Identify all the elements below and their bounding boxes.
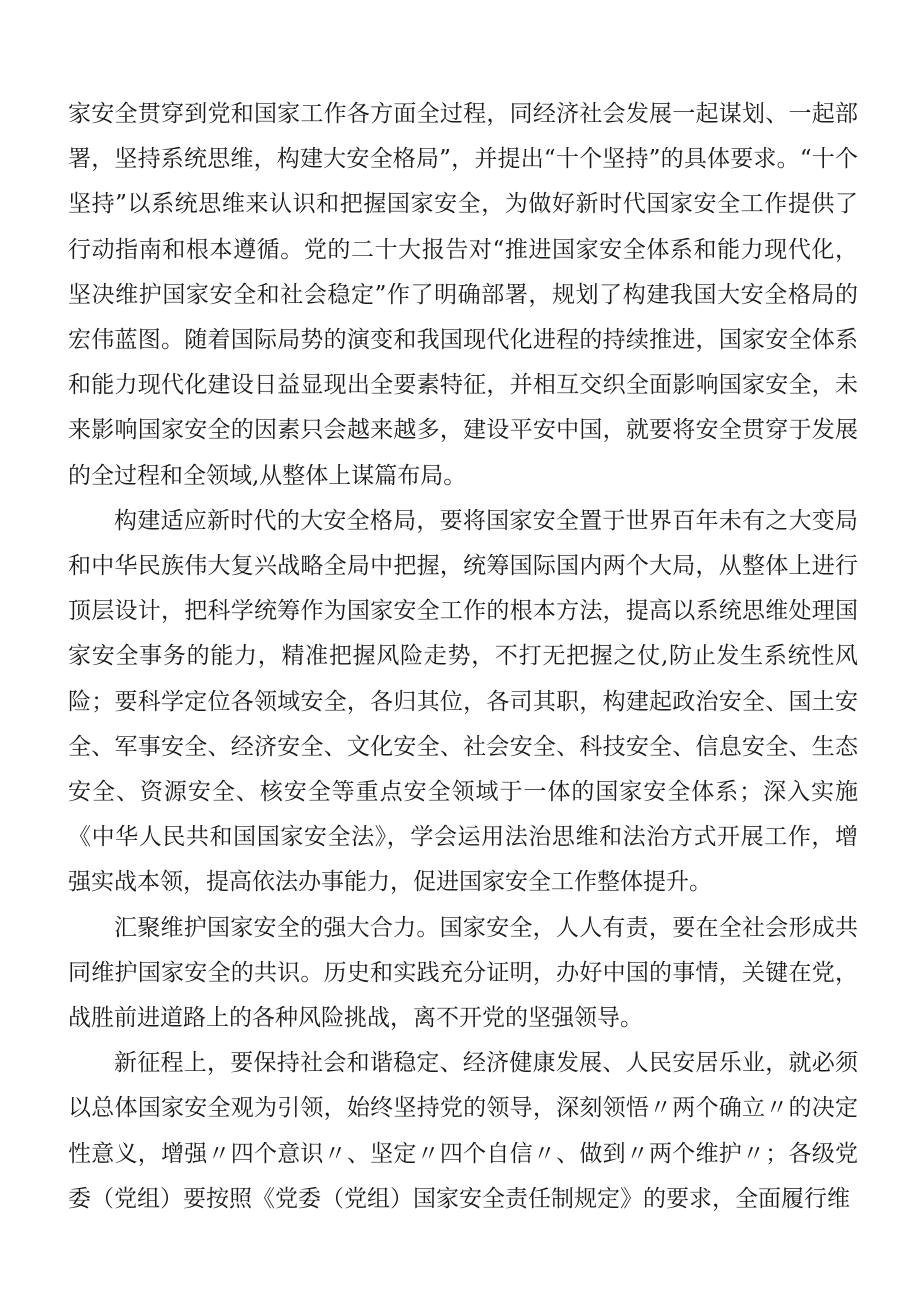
document-body — [68, 92, 858, 1222]
paragraph-new-journey: 新征程上，要保持社会和谐稳定、经济健康发展、人民安居乐业，就必须以总体国家安全观为引领，始终坚持党的领导，深刻领悟〃两个确立〃的决定性意义，增强〃四个意识〃、坚定〃四个自信〃、做到〃两个维护〃；各级党委（党组）要按照《党委（党组）国家安全责任制规定》的要求，全面履行维 — [68, 1050, 858, 1212]
paragraph-continued: 家安全贯穿到党和国家工作各方面全过程，同经济社会发展一起谋划、一起部署，坚持系统思维，构建大安全格局”，并提出“十个坚持”的具体要求。“十个坚持”以系统思维来认识和把握国家安全，为做好新时代国家安全工作提供了行动指南和根本遵循。党的二十大报告对“推进国家安全体系和能力现代化，坚决维护国家安全和社会稳定”作了明确部署，规划了构建我国大安全格局的宏伟蓝图。随着国际局势的演变和我国现代化进程的持续推进，国家安全体系和能力现代化建设日益显现出全要素特征，并相互交织全面影响国家安全，未来影响国家安全的因素只会越来越多，建设平安中国，就要将安全贯穿于发展的全过程和全领域,从整体上谋篇布局。 — [68, 101, 858, 489]
paragraph-joint-force: 汇聚维护国家安全的强大合力。国家安全，人人有责，要在全社会形成共同维护国家安全的共识。历史和实践充分证明，办好中国的事情，关键在党，战胜前进道路上的各种风险挑战，离不开党的坚强领导。 — [68, 914, 858, 1032]
paragraph-security-pattern: 构建适应新时代的大安全格局，要将国家安全置于世界百年未有之大变局和中华民族伟大复兴战略全局中把握，统筹国际国内两个大局，从整体上进行顶层设计，把科学统筹作为国家安全工作的根本方法，提高以系统思维处理国家安全事务的能力，精准把握风险走势，不打无把握之仗,防止发生系统性风险；要科学定位各领域安全，各归其位，各司其职，构建起政治安全、国土安全、军事安全、经济安全、文化安全、社会安全、科技安全、信息安全、生态安全、资源安全、核安全等重点安全领域于一体的国家安全体系；深入实施《中华人民共和国国家安全法》，学会运用法治思维和法治方式开展工作，增强实战本领，提高依法办事能力，促进国家安全工作整体提升。 — [68, 507, 858, 896]
